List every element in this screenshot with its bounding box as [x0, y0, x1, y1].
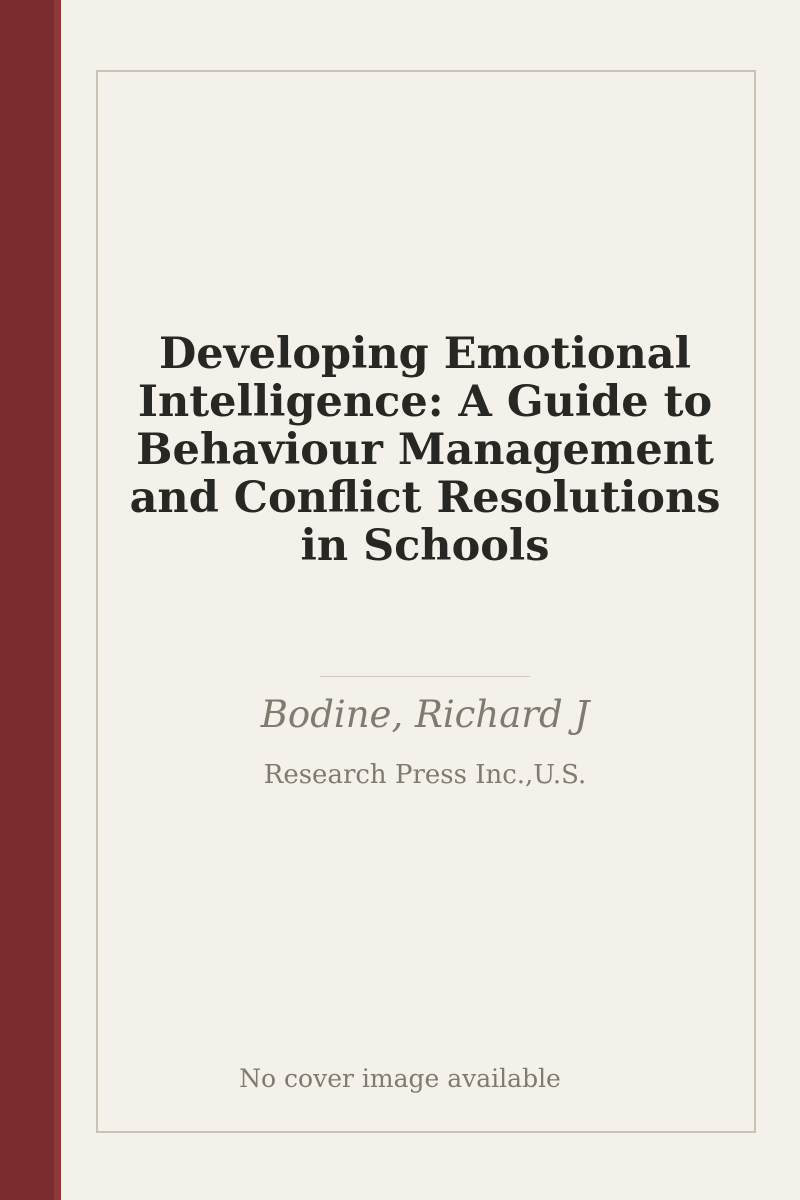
- book-publisher: Research Press Inc.,U.S.: [263, 760, 587, 790]
- title-divider: [320, 676, 530, 677]
- book-title: Developing Emotional Intelligence: A Guide to Behaviour Management and Conflict Resolutions in Schools: [129, 329, 721, 571]
- cover-frame: [96, 70, 756, 1133]
- book-author: Bodine, Richard J: [260, 693, 590, 736]
- book-spine-edge: [54, 0, 61, 1200]
- book-spine: [0, 0, 54, 1200]
- no-cover-image-notice: No cover image available: [239, 1064, 561, 1093]
